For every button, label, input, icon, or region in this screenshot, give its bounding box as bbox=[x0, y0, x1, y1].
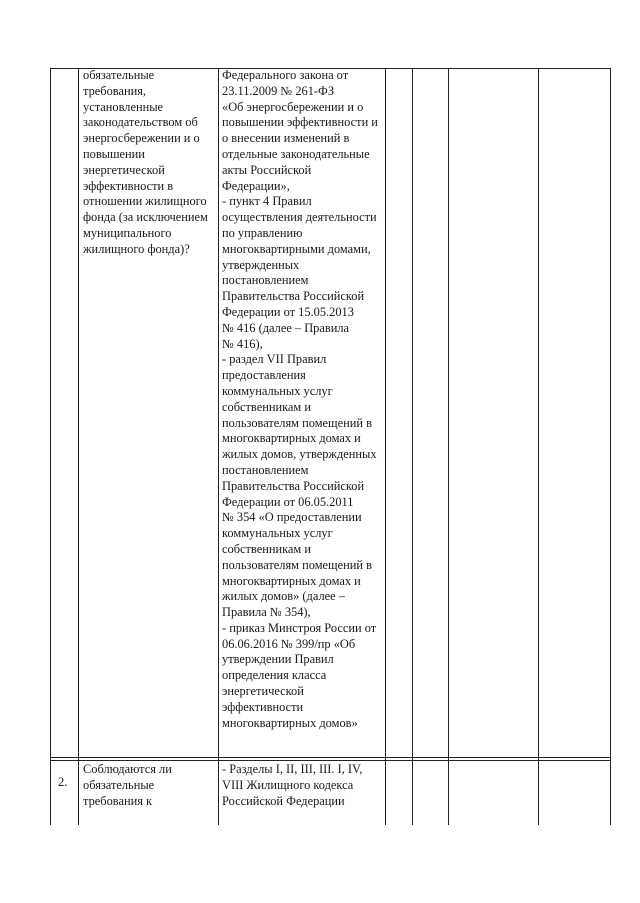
table-border-left bbox=[50, 68, 51, 825]
column-divider bbox=[412, 68, 413, 825]
column-divider bbox=[538, 68, 539, 825]
row-divider bbox=[50, 760, 611, 761]
legal-requisites: Федерального закона от 23.11.2009 № 261-ФЗ «Об энергосбережении и о повышении эффективности и о внесении изменений в отдельные законодательные акты Российской Федерации», - пункт 4 Правил осуществления деятельности по управлению многоквартирными домами, утвержденных постановлением Правительства Российской Федерации от 15.05.2013 № 416 (далее – Правила № 416), - раздел VII Правил предоставления коммунальных услуг собственникам и пользователям помещений в многоквартирных домах и жилых домов, утвержденных постановлением Правительства Российской Федерации от 06.05.2011 № 354 «О предоставлении коммунальных услуг собственникам и пользователям помещений в многоквартирных домах и жилых домов» (далее – Правила № 354), - приказ Минстроя России от 06.06.2016 № 399/пр «Об утверждении Правил определения класса энергетической эффективности многоквартирных домов» bbox=[222, 68, 378, 730]
column-divider bbox=[78, 68, 79, 825]
legal-requisites: - Разделы I, II, III, III. I, IV, VIII Жилищного кодекса Российской Федерации bbox=[222, 762, 363, 808]
column-divider bbox=[448, 68, 449, 825]
row-divider bbox=[50, 757, 611, 758]
column-divider bbox=[385, 68, 386, 825]
requirement-question: Соблюдаются ли обязательные требования к bbox=[83, 762, 172, 808]
table-border-right bbox=[610, 68, 611, 825]
requirement-question: обязательные требования, установленные законодательством об энергосбережении и о повышении энергетической эффективности в отношении жилищного фонда (за исключением муниципального жилищного фонда)? bbox=[83, 68, 208, 256]
row-number: 2. bbox=[58, 775, 68, 789]
column-divider bbox=[218, 68, 219, 825]
